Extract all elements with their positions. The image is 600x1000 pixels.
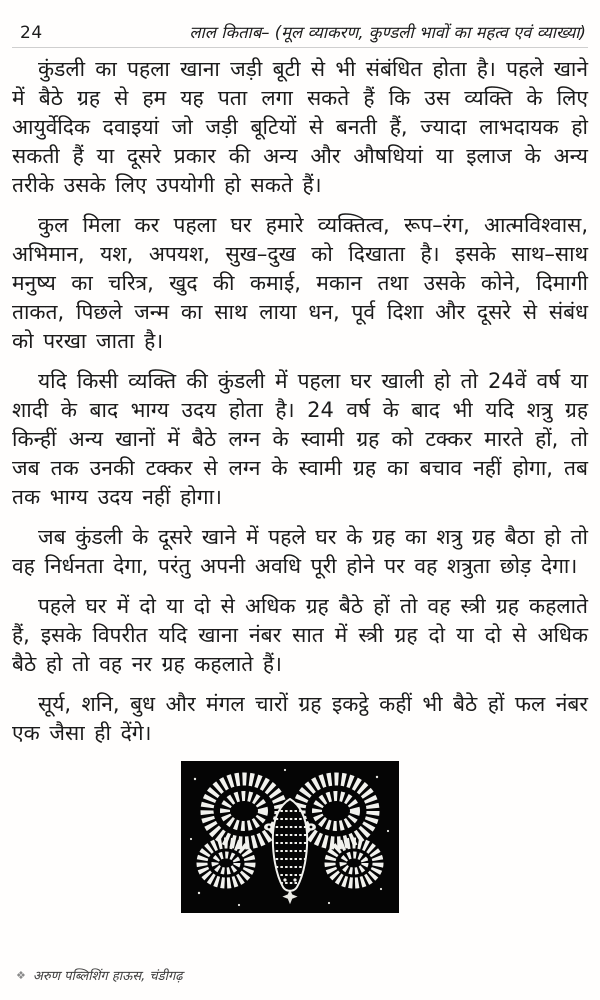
body-text xyxy=(12,55,588,748)
paragraph: पहले घर में दो या दो से अधिक ग्रह बैठे हों तो वह स्त्री ग्रह कहलाते हैं, इसके विपरीत यदि खाना नंबर सात में स्त्री ग्रह दो या दो से अधिक बैठे हो तो वह नर ग्रह कहलाते हैं। xyxy=(12,594,588,676)
paragraph: जब कुंडली के दूसरे खाने में पहले घर के ग्रह का शत्रु ग्रह बैठा हो तो वह निर्धनता देगा, परंतु अपनी अवधि पूरी होने पर वह शत्रुता छोड़ देगा। xyxy=(12,525,588,578)
running-header-title: लाल किताब– (मूल व्याकरण, कुण्डली भावों का महत्व एवं व्याख्या) xyxy=(189,23,586,42)
paragraph: सूर्य, शनि, बुध और मंगल चारों ग्रह इकट्ठे कहीं भी बैठे हों फल नंबर एक जैसा ही देंगे। xyxy=(12,692,588,745)
paragraph: कुल मिला कर पहला घर हमारे व्यक्तित्व, रूप–रंग, आत्मविश्वास, अभिमान, यश, अपयश, सुख–दुख को दिखाता है। इसके साथ–साथ मनुष्य का चरित्र, खुद की कमाई, मकान तथा उसके कोने, दिमागी ताकत, पिछले जन्म का साथ लाया धन, पूर्व दिशा और दूसरे से संबंध को परखा जाता है। xyxy=(12,213,588,353)
paragraph: यदि किसी व्यक्ति की कुंडली में पहला घर खाली हो तो 24वें वर्ष या शादी के बाद भाग्य उदय होता है। 24 वर्ष के बाद भी यदि शत्रु ग्रह किन्हीं अन्य खानों में बैठे लग्न के स्वामी ग्रह को टक्कर मारते हों, तो जब तक उनकी टक्कर से लग्न के स्वामी ग्रह का बचाव नहीं होगा, तब तक भाग्य उदय नहीं होगा। xyxy=(12,369,588,509)
aries-ram-woodcut-image xyxy=(181,761,399,913)
publisher-footer xyxy=(16,966,183,984)
page-header xyxy=(12,20,588,48)
page-number: 24 xyxy=(20,23,43,43)
diamond-ornament-icon: ❖ xyxy=(16,968,26,982)
paragraph: कुंडली का पहला खाना जड़ी बूटी से भी संबंधित होता है। पहले खाने में बैठे ग्रह से हम यह पता लगा सकते हैं कि उस व्यक्ति के लिए आयुर्वेदिक दवाइयां जो जड़ी बूटियों से बनती हैं, ज्यादा लाभदायक हो सकती हैं या दूसरे प्रकार की अन्य और औषधियां या इलाज के अन्य तरीके उसके लिए उपयोगी हो सकते हैं। xyxy=(12,57,588,197)
publisher-name: अरुण पब्लिशिंग हाऊस, चंडीगढ़ xyxy=(32,969,183,984)
ram-illustration-svg xyxy=(181,761,399,913)
